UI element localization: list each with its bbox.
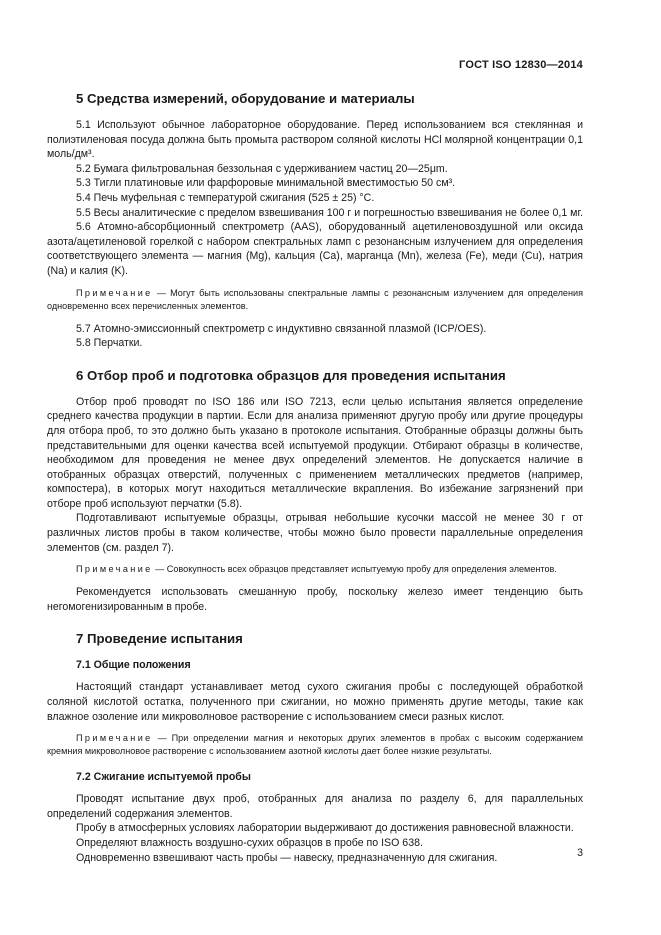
section-7-title: 7 Проведение испытания — [76, 631, 243, 647]
paragraph-7-2-2: Пробу в атмосферных условиях лаборатории выдерживают до достижения равновесной влажности. — [76, 822, 574, 835]
note-text: — Могут быть использованы спектральные лампы с резонансным излучением для определения одновременно всех перечисленных элементов. — [47, 287, 583, 311]
subsection-7-1-title: 7.1 Общие положения — [76, 659, 191, 672]
paragraph-5-7: 5.7 Атомно-эмиссионный спектрометр с индуктивно связанной плазмой (ICP/OES). — [76, 322, 487, 335]
section-6-title: 6 Отбор проб и подготовка образцов для проведения испытания — [76, 367, 506, 383]
note-label: Примечание — [76, 733, 153, 744]
paragraph-5-1: 5.1 Используют обычное лабораторное оборудование. Перед использованием вся стеклянная и полиэтиленовая посуда должна быть промыта раствором соляной кислоты HCl молярной концентрации 0,1 моль/дм³. — [47, 119, 583, 161]
note-text: — При определении магния и некоторых других элементов в пробах с высоким содержанием кремния микроволновое растворение с использованием азотной кислоты дает более низкие результаты. — [47, 733, 583, 757]
paragraph-7-2-3: Определяют влажность воздушно-сухих образцов в пробе по ISO 638. — [76, 837, 423, 849]
section-7 — [47, 630, 583, 865]
paragraph-6-1: Отбор проб проводят по ISO 186 или ISO 7213, если целью испытания является определение среднего качества продукции в партии. Если для анализа применяют другую пробу или другие процедуры для отбора проб, то это должно быть указано в протоколе испытания. Отобранные образцы должны быть представительными для оценки качества всей испытуемой продукции. Отбирают образцы в количестве, необходимом для проведения не менее двух определений элементов. Не допускается наличие в отобранных образцах отверстий, полученных с применением металлических предметов (например, компостера), в которых могут находиться металлические вкрапления. Во избежание загрязнений при отборе проб используют перчатки (5.8). — [47, 395, 583, 510]
paragraph-5-5: 5.5 Весы аналитические с пределом взвешивания 100 г и погрешностью взвешивания не более 0,1 мг. — [76, 206, 583, 219]
note-6 — [47, 563, 583, 576]
page-content — [47, 90, 583, 865]
paragraph-5-3: 5.3 Тигли платиновые или фарфоровые минимальной вместимостью 50 см³. — [76, 177, 456, 190]
page-number: 3 — [577, 847, 583, 859]
note-label: Примечание — [76, 564, 153, 575]
paragraph-7-1: Настоящий стандарт устанавливает метод сухого сжигания пробы с последующей обработкой соляной кислотой остатка, полученного при сжигании, но можно применять другие методы, такие как влажное озоление или микроволновое растворение с использованием смеси разных кислот. — [47, 681, 583, 723]
note-label: Примечание — [76, 287, 153, 298]
note-7-1 — [47, 732, 583, 758]
paragraph-5-4: 5.4 Печь муфельная с температурой сжигания (525 ± 25) °С. — [76, 191, 375, 204]
paragraph-5-2: 5.2 Бумага фильтровальная беззольная с удерживанием частиц 20—25μm. — [76, 162, 448, 175]
section-5-title: 5 Средства измерений, оборудование и материалы — [76, 91, 415, 106]
paragraph-7-2-1: Проводят испытание двух проб, отобранных для анализа по разделу 6, для параллельных определений содержания элементов. — [47, 793, 583, 820]
paragraph-6-3: Рекомендуется использовать смешанную пробу, поскольку железо имеет тенденцию быть негомогенизированным в пробе. — [47, 586, 583, 613]
note-text: — Совокупность всех образцов представляет испытуемую пробу для определения элементов. — [152, 564, 557, 575]
note-5-6 — [47, 287, 583, 313]
paragraph-5-8: 5.8 Перчатки. — [76, 337, 143, 350]
section-6 — [47, 367, 583, 615]
document-header: ГОСТ ISO 12830—2014 — [459, 59, 583, 71]
paragraph-5-6: 5.6 Атомно-абсорбционный спектрометр (AAS), оборудованный ацетиленовоздушной или оксида азота/ацетиленовой горелкой с набором спектральных ламп с резонансным излучением для определения соответствующего элемента — магния (Mg), кальция (Ca), марганца (Mn), железа (Fe), меди (Cu), натрия (Na) и калия (K). — [47, 221, 583, 277]
paragraph-6-2: Подготавливают испытуемые образцы, отрывая небольшие кусочки массой не менее 30 г от различных листов пробы в таком количестве, чтобы можно было провести параллельные определения элементов (см. раздел 7). — [47, 512, 583, 554]
subsection-7-2-title: 7.2 Сжигание испытуемой пробы — [76, 771, 251, 784]
paragraph-7-2-4: Одновременно взвешивают часть пробы — навеску, предназначенную для сжигания. — [76, 851, 498, 864]
